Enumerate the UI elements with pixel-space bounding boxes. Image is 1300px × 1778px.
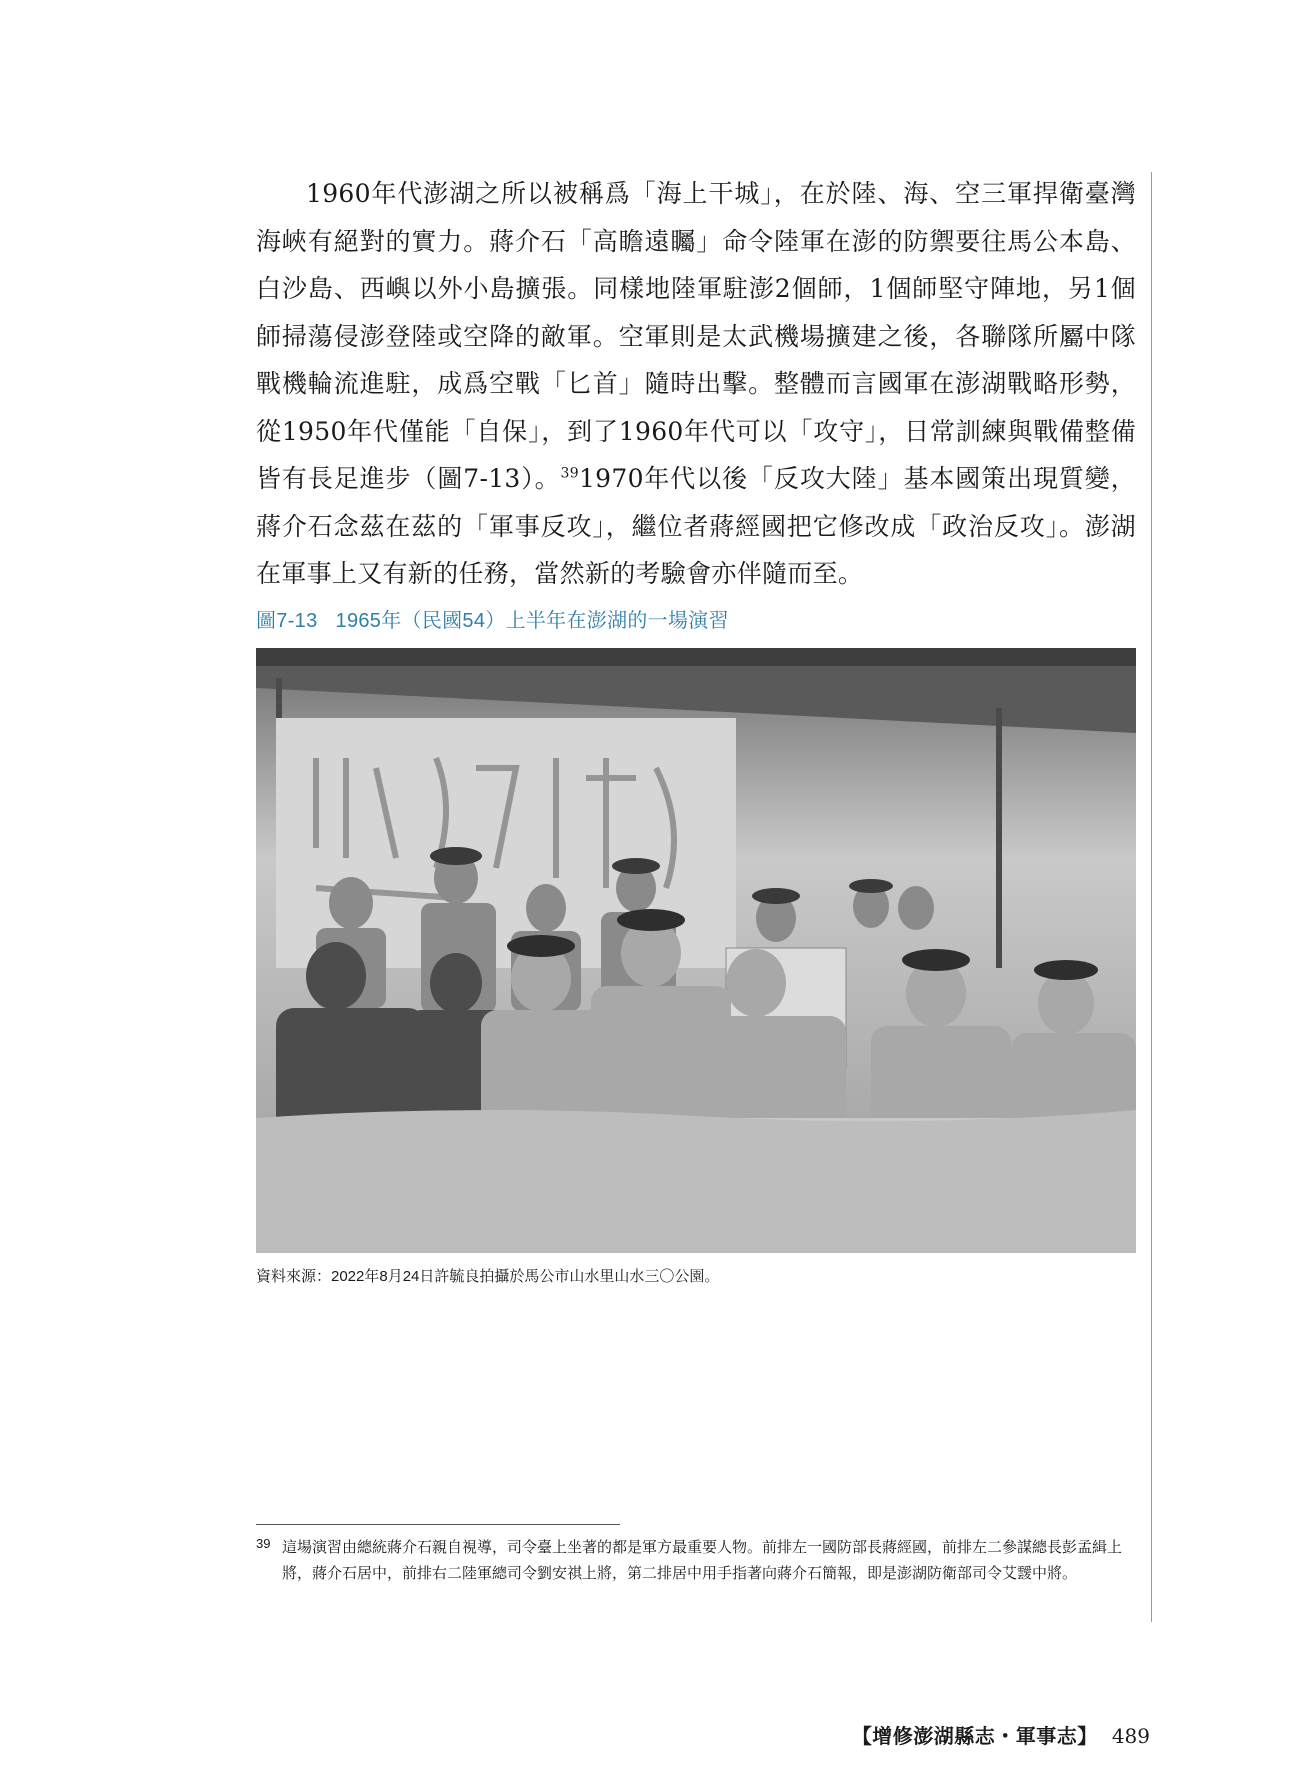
exercise-photo-illustration [256,648,1136,1253]
page-footer [820,1720,1150,1749]
margin-rule [1151,172,1152,1622]
page-number: 489 [1111,1724,1150,1748]
footnote-reference[interactable]: 39 [560,465,579,482]
figure-caption-text: 1965年（民國54）上半年在澎湖的一場演習 [335,610,729,632]
figure-number: 圖7-13 [256,610,318,632]
footnote [256,1535,1136,1587]
body-text-part-1: 1960年代澎湖之所以被稱爲「海上干城」，在於陸、海、空三軍捍衛臺灣海峽有絕對的實力。蔣介石「高瞻遠矚」命令陸軍在澎的防禦要往馬公本島、白沙島、西嶼以外小島擴張。同樣地陸軍駐澎2個師，1個師堅守陣地，另1個師掃蕩侵澎登陸或空降的敵軍。空軍則是太武機場擴建之後，各聯隊所屬中隊戰機輪流進駐，成爲空戰「匕首」隨時出擊。整體而言國軍在澎湖戰略形勢，從1950年代僅能「自保」，到了1960年代可以「攻守」，日常訓練與戰備整備皆有長足進步（圖7-13）。 [256,179,1136,493]
figure-photo [256,648,1136,1253]
figure-caption [256,604,1136,633]
footnote-separator [256,1524,620,1525]
running-title: 【增修澎湖縣志・軍事志】 [851,1724,1098,1748]
footnote-text: 這場演習由總統蔣介石親自視導，司令臺上坐著的都是軍方最重要人物。前排左一國防部長蔣經國，前排左二參謀總長彭孟緝上將，蔣介石居中，前排右二陸軍總司令劉安祺上將，第二排居中用手指著向蔣介石簡報，即是澎湖防衛部司令艾靉中將。 [282,1539,1123,1582]
figure-source: 資料來源：2022年8月24日許毓良拍攝於馬公市山水里山水三〇公園。 [256,1268,720,1285]
body-text-part-2: 1970年代以後「反攻大陸」基本國策出現質變，蔣介石念茲在茲的「軍事反攻」，繼位者蔣經國把它修改成「政治反攻」。澎湖在軍事上又有新的任務，當然新的考驗會亦伴隨而至。 [256,464,1136,588]
footnote-number: 39 [256,1536,271,1551]
body-paragraph [256,170,1136,598]
